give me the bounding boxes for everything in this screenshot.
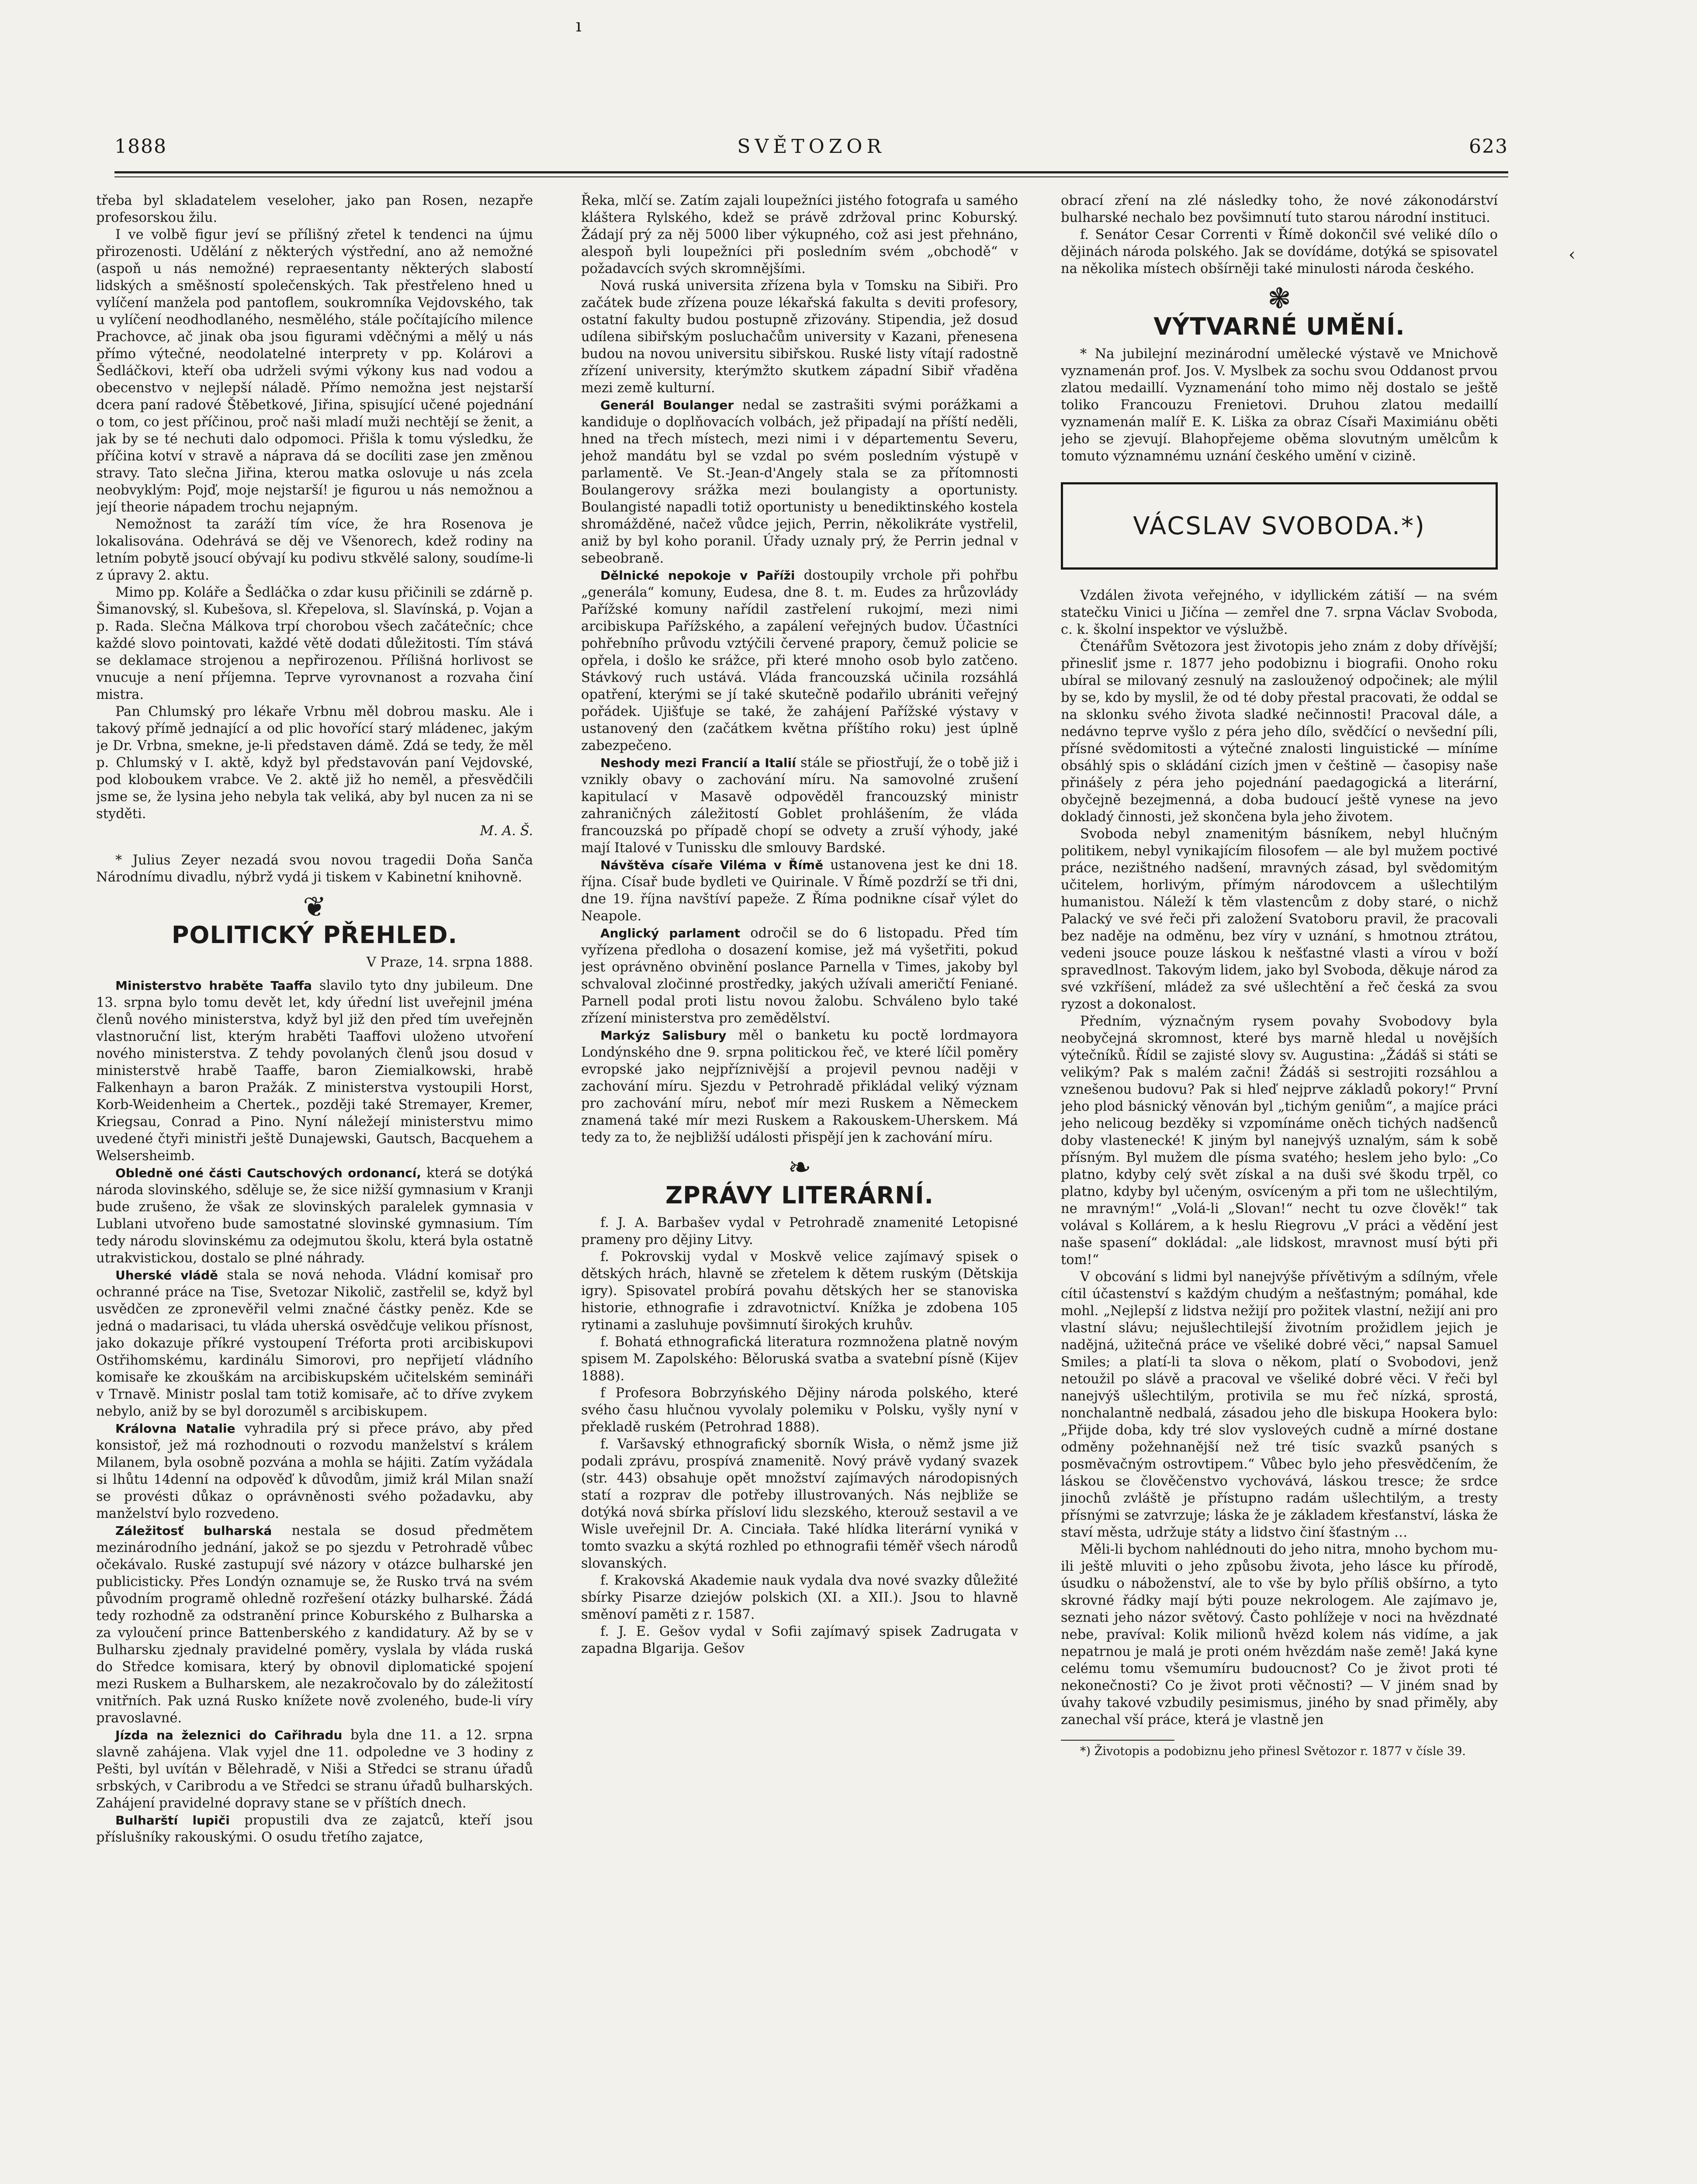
paragraph: Čtenářům Světozora jest životopis jeho znám z doby dřívější; přinesliť jsme r. 1877 jeho podobiznu i biografii. Onoho roku ubíral se milovaný zesnulý na zaslouženoý odpočinek; ale mýlil by se, kdo by myslil, že od té doby přestal pracovati, že oddal se na sklonku svého života sladké nečinnosti! Pracoval dále, a nedávno teprve vyšlo z péra jeho dílo, svědčící o nevšední píli, přísné svědomitosti a výtečné znalosti linguistické — míníme obsáhlý spis o skládání cizích jmen v češtině — časopisy naše přinášely z péra jeho pojednání paedagogická a literární, obyčejně bezejmenná, a doba budoucí ještě vynese na jevo dokladý činnosti, jež skončena byla jeho životem.	[1061, 639, 1498, 825]
column-3	[1061, 192, 1498, 2184]
scroll-ornament-icon: ❧	[788, 1151, 811, 1184]
flourish-ornament-icon: ❃	[1268, 283, 1291, 315]
paragraph: Nová ruská universita zřízena byla v Tomsku na Sibiři. Pro začátek bude zřízena pouze lékařská fakulta s deviti profesory, ostatní fakulty budou postupně zřizovány. Stipendia, jež dosud udílena sibiřským posluchačům university v Kazani, přenesena budou na novou universitu sibiřskou. Ruské listy vítají radostně zřízení university, kterýmžto skutkem západní Sibiř vřaděna mezi země kulturní.	[581, 278, 1018, 396]
print-mark: ı	[576, 16, 582, 36]
news-text: nestala se dosud předmětem mezinárodního jednání, jakož se po sjezdu v Petrohradě vůbec očekávalo. Ruské zastupují své názory v otázce bulharské jen publicisticky. Přes Londýn oznamuje se, že Rusko trvá na svém původním programě ohledně rozřešení otázky bulharské. Žádá tedy rozhodně za odstranění prince Koburského z Bulharska a za vyloučení prince Battenberského z kandidatury. Až by se v Bulharsku zjednaly pravidelné poměry, vyslala by vláda ruská do Středce komisara, který by obnovil diplomatické spojení mezi Ruskem a Bulharskem, ale nezakročovalo by do záležitostí vnitřních. Pak uzná Rusko knížete nově zvoleného, bude-li víry pravoslavné.	[96, 1523, 533, 1726]
news-text: stále se přiostřují, že o tobě již i vznikly obavy o zachování míru. Na samovolné zrušení kapitulací v Masavě odpověděl francouzský ministr zahraničných záležitostí Goblet prohlášením, že vláda francouzská po případě chopí se odvety a zruší výhody, jaké mají Italové v Tunissku dle smlouvy Bardské.	[581, 755, 1018, 856]
page-header	[114, 131, 1508, 166]
obituary-title: VÁCSLAV SVOBODA.*)	[1133, 511, 1426, 540]
paragraph: f. Senátor Cesar Correnti v Římě dokončil své veliké dílo o dějinách národa polského. Jak se dovídáme, dotýká se spisovatel na několika místech obšírněji také minulosti národa českého.	[1061, 227, 1498, 276]
header-page-number: 623	[1469, 135, 1508, 158]
footnote: *) Životopis a podobiznu jeho přinesl Světozor r. 1877 v čísle 39.	[1080, 1745, 1466, 1758]
literary-item: f Profesora Bobrzyńského Dějiny národa polského, které svého času hlučnou vyvolaly polemiku v Polsku, vyšly nyní v překladě ruském (Petrohrad 1888).	[581, 1386, 1018, 1435]
header-rule	[114, 171, 1508, 173]
literary-item: f. J. E. Gešov vydal v Sofii zajímavý spisek Zadrugata v zapadna Blgarija. Gešov	[581, 1624, 1018, 1656]
literary-item: f. Bohatá ethnografická literatura rozmnožena platně novým spisem M. Zapolského: Běloruská svatba a svatební písně (Kijev 1888).	[581, 1334, 1018, 1384]
news-item	[581, 567, 1018, 754]
news-heading: Uherské vládě	[115, 1268, 218, 1282]
news-text: propustili dva ze zajatců, kteří jsou příslušníky rakouskými. O osudu třetího zajatce,	[96, 1813, 533, 1845]
news-heading: Bulharští lupiči	[115, 1813, 230, 1828]
news-heading: Královna Natalie	[115, 1421, 236, 1436]
paragraph: obrací zření na zlé následky toho, že nové zákonodárství bulharské nechalo bez povšimnutí tuto starou národní instituci.	[1061, 193, 1498, 225]
news-heading: Markýz Salisbury	[600, 1028, 727, 1043]
news-text: vyhradila prý si přece právo, aby před konsistoř, jež má rozhodnouti o rozvodu manželství s králem Milanem, byla osobně pozvána a mohla se hájiti. Zatím vyžádala si lhůtu 14denní na odpověď k důvodům, jimiž král Milan snaží se provésti důkaz o oprávněnosti svého požadavku, aby manželství bylo rozvedeno.	[96, 1421, 533, 1521]
art-item: * Na jubilejní mezinárodní umělecké výstavě ve Mnichově vyznamenán prof. Jos. V. Myslbek za sochu svou Oddanost prvou zlatou medaillí. Vyznamenání toho mimo něj dostalo se ještě toliko Francouzu Frenietovi. Druhou zlatou medaillí vyznamenán malíř E. K. Liška za obraz Císaři Maximiánu oběti jeho se zjevují. Blahopřejeme oběma slovutným umělcům k tomuto významnému uznání českého umění v cizině.	[1061, 346, 1498, 464]
news-item	[581, 754, 1018, 857]
signature: M. A. Š.	[480, 823, 533, 839]
header-year: 1888	[114, 135, 167, 158]
news-item	[581, 857, 1018, 925]
news-item	[96, 1267, 533, 1420]
literary-item: f. Krakovská Akademie nauk vydala dva nové svazky důležité sbírky Pisarze dziejów polskich (XI. a XII.). Jsou to hlavně směnoví paměti z r. 1587.	[581, 1573, 1018, 1622]
news-item	[96, 1522, 533, 1727]
news-text: byla dne 11. a 12. srpna slavně zahájena. Vlak vyjel dne 11. odpoledne ve 3 hodiny z Pešti, byl uvítán v Bělehradě, v Niši a Středci se stranu úřadů srbských, v Caribrodu a ve Středci se stranu úřadů bulharských. Zahájení pravidelné dopravy stane se v příštích dnech.	[96, 1728, 533, 1811]
news-heading: Obledně oné části Cautschových ordonancí,	[115, 1166, 421, 1180]
news-text: která se dotýká národa slovinského, sděluje se, že sice nižší gymnasium v Kranji bude zrušeno, že však ze slovinských paralelek gymnasia v Lublani utvořeno bude samostatné slovinské gymnasium. Tím tedy národu slovinskému za odejmutou školu, která byla ostatně utrakvistickou, dostalo se plné náhrady.	[96, 1165, 533, 1266]
section-title-art: VÝTVARNÉ UMĚNÍ.	[1153, 313, 1405, 340]
header-title: SVĚTOZOR	[737, 135, 886, 158]
news-text: ustanovena jest ke dni 18. října. Císař bude bydleti ve Quirinale. V Římě pozdrží se tři dni, dne 19. října navštíví papeže. Z Říma podnikne císař výlet do Neapole.	[581, 857, 1018, 924]
paragraph: Měli-li bychom nahlédnouti do jeho nitra, mnoho bychom mu-ili ještě mluviti o jeho způsobu života, jeho lásce ku přírodě, úsudku o náboženství, ale to vše by bylo příliš obšírno, a tyto skrovné řádky mají býti pouze nekrologem. Ale zajímavo je, seznati jeho názor světový. Často pohlížeje v noci na hvězdnaté nebe, pravíval: Kolik milionů hvězd kolem nás vidíme, a jak nepatrnou je malá je proti oném hvězdám naše země! Jaká kyne celému tomu všemumíru budoucnost? Co je život proti té nekonečnosti? Co je život proti věčnosti? — V jiném snad by úvahy takové vzbudily pesimismus, jiného by snad přiměly, aby zanechal vší práce, která je vlastně jen	[1061, 1542, 1498, 1728]
news-heading: Anglický parlament	[600, 926, 741, 940]
news-item	[96, 1420, 533, 1522]
footnote-rule	[1061, 1740, 1174, 1741]
news-item	[96, 1727, 533, 1812]
paragraph: Řeka, mlčí se. Zatím zajali loupežníci jistého fotografa u samého kláštera Rylského, kdež se právě zdržoval princ Koburský. Žádají prý za něj 5000 liber výkupného, což asi jest přehnáno, alespoň byli loupežníci při posledním svém „obchodě“ v požadavcích svých skromnějšími.	[581, 193, 1018, 276]
literary-item: f. Pokrovskij vydal v Moskvě velice zajímavý spisek o dětských hrách, hlavně se zřetelem k dětem ruským (Dětskija igry). Spisovatel probírá povahu dětských her se stanoviska historie, ethnografie i zdravotnictví. Knížka je zdobena 105 rytinami a zasluhuje povšimnutí širokých kruhův.	[581, 1249, 1018, 1333]
header-rule-thin	[114, 176, 1508, 177]
paragraph: Svoboda nebyl znamenitým básníkem, nebyl hlučným politikem, nebyl vynikajícím filosofem — ale byl mužem poctivé práce, nezištného nadšení, mravných zásad, byl svědomitým učitelem, horlivým, přímým národovcem a ušlechtilým humanistou. Náleží k těm vlastencům z doby staré, o nichž Palacký ve své řeči při založení Svatoboru pravil, že pracovali bez naděje na odměnu, bez víry v uznání, s hmotnou ztrátou, vedeni jsouce pouze láskou k nešťastné vlasti a vírou v boží spravedlnost. Takovým lidem, jako byl Svoboda, děkuje národ za své vzkříšení, mládež za své ušlechtění a řeč česká za svou ryzost a dokonalost.	[1061, 826, 1498, 1012]
literary-item: f. J. A. Barbašev vydal v Petrohradě znamenité Letopisné prameny pro dějiny Litvy.	[581, 1215, 1018, 1248]
paragraph: Nemožnost ta zaráží tím více, že hra Rosenova je lokalisována. Odehrává se děj ve Všenorech, kdež rodiny na letním pobytě jsoucí obývají ku podivu stkvělé salony, soudíme-li z úpravy 2. aktu.	[96, 517, 533, 583]
section-title-literary: ZPRÁVY LITERÁRNÍ.	[665, 1182, 934, 1209]
paragraph: Předním, význačným rysem povahy Svobodovy byla neobyčejná skromnost, které bys marně hledal u novějších výtečníků. Řídil se zajisté slovy sv. Augustina: „Žádáš si státi se velikým? Pak s malém začni! Žádáš si sestrojiti rozsáhlou a vznešenou budovu? Pak si hleď nejprve základů pokory!“ První jeho plod básnický věnován byl „tichým geniům“, a majíce práci jeho nelicoug bezděky si vzpomínáme oněch tichých nadšenců doby vlastenecké! K jiným byl nanejvýš uznalým, sám k sobě přísným. Byl mužem dle písma svatého; heslem jeho bylo: „Co platno, kdyby celý svět získal a na duši své škodu trpěl, co platno, kdyby byl učeným, osvíceným a při tom ne ušlechtilým, ne mravným!“ „Volá-li „Slovan!“ necht tu ozve člověk!“ tak volával s Kollárem, a k heslu Riegrovu „V práci a vědění jest naše spasení“ dokládal: „ale lidskost, mravnost musí býti při tom!“	[1061, 1014, 1498, 1268]
news-text: slavilo tyto dny jubileum. Dne 13. srpna bylo tomu devět let, kdy úřední list uveřejnil jména členů nového ministerstva, když byl již den před tím uveřejněn vlastnoruční list, kterým hraběti Taaffovi uloženo utvoření nového ministerstva. Z tehdy povolaných členů jsou dosud v ministerstvě hrabě Taaffe, baron Ziemialkowski, hrabě Falkenhayn a baron Pražák. Z ministerstva vystoupili Horst, Korb-Weidenheim a Chertek., později také Stremayer, Kremer, Kriegsau, Conrad a Pino. Nyní náležejí ministerstvu mimo uvedené čtyři ministři ještě Dunajewski, Gautsch, Bacquehem a Welsersheimb.	[96, 978, 533, 1164]
news-item	[96, 1812, 533, 1846]
news-heading: Dělnické nepokoje v Paříži	[600, 568, 795, 583]
news-heading: Ministerstvo hraběte Taaffa	[115, 978, 312, 993]
paragraph: Vzdálen života veřejného, v idyllickém zátiší — na svém statečku Vinici u Jičína — zemřel dne 7. srpna Václav Svoboda, c. k. školní inspektor ve výslužbě.	[1061, 588, 1498, 637]
note-paragraph: * Julius Zeyer nezadá svou novou tragedii Doňa Sanča Národnímu divadlu, nýbrž vydá ji tiskem v Kabinetní knihovně.	[96, 853, 533, 885]
print-mark: ‹	[1569, 245, 1576, 265]
column-1	[96, 192, 533, 2184]
news-item	[581, 397, 1018, 567]
news-item	[581, 1027, 1018, 1146]
news-text: odročil se do 6 listopadu. Před tím vyřízena předloha o dosazení komise, jež má vyšetřiti, pokud jest oprávněno obvinění poslance Parnella v Times, jakoby byl schvaloval zločinné prostředky, jakých užívali američtí Feniané. Parnell podal proti listu novou žalobu. Schváleno bylo také zřízení ministerstva pro zemědělství.	[581, 926, 1018, 1026]
paragraph: Mimo pp. Koláře a Šedláčka o zdar kusu přičinili se zdárně p. Šimanovský, sl. Kubešova, sl. Křepelova, sl. Slavínská, p. Vojan a p. Rada. Slečna Málkova trpí chorobou všech začátečníc; chce každé slovo pointovati, každé větě dodati důležitosti. Tím stává se deklamace strojenou a nepřirozenou. Přílišná horlivost se vnucuje a není příjemna. Teprve vyrovnanost a rozvaha činí mistra.	[96, 585, 533, 702]
news-heading: Generál Boulanger	[600, 398, 734, 412]
leaf-ornament-icon: ❦	[303, 891, 326, 923]
news-heading: Jízda na železnici do Cařihradu	[115, 1728, 343, 1742]
news-heading: Neshody mezi Francií a Italií	[600, 756, 796, 770]
news-item	[96, 977, 533, 1165]
paragraph: třeba byl skladatelem veseloher, jako pan Rosen, nezapře profesorskou žilu.	[96, 193, 533, 225]
news-heading: Záležitosť bulharská	[115, 1524, 272, 1538]
dateline: V Praze, 14. srpna 1888.	[366, 955, 533, 970]
news-item	[96, 1165, 533, 1267]
obituary-title-frame	[1061, 482, 1498, 570]
news-text: měl o banketu ku poctě lordmayora Londýnského dne 9. srpna politickou řeč, ve které líčil poměry evropské jako nejpříznivější a projevil pevnou naději v zachování míru. Sjezdu v Petrohradě přikládal veliký význam pro zachování míru, neboť mír mezi Ruskem a Německem znamená také mír mezi Ruskem a Rakouskem-Uherskem. Má tedy za to, že nejbližší události přispějí jen k zachování míru.	[581, 1028, 1018, 1145]
paragraph: I ve volbě figur jeví se přílišný zřetel k tendenci na újmu přirozenosti. Udělání z některých výstřední, ano až nemožné (aspoň u nás nemožné) repraesentanty některých slabostí lidských a směšností společenských. Tak přestřeleno hned u vylíčení manžela pod pantoflem, soukromníka Vejdovského, tak u vylíčení neodhodlaného, nesmělého, stále počítajícího milence Prachovce, ač jinak oba jsou figurami vděčnými a mělý u nás přímo výtečné, neodolatelné interprety v pp. Kolárovi a Šedláčkovi, kteří oba udrželi svými výkony kus nad vodou a obecenstvo v nejlepší náladě. Přímo nemožna jest nejstarší dcera paní radové Štěbetkové, Jiřina, spisující učené pojednání o tom, co jest příčinou, proč naši mladí muži nechtějí se ženit, a jak by se té nechuti dalo odpomoci. Přišla k tomu výsledku, že příčina kotví v stravě a náprava dá se docíliti zase jen změnou stravy. Tato slečna Jiřina, kterou matka oslovuje u nás zcela neobvyklým: Pojď, moje nejstarší! je figurou u nás nemožnou a její theorie nápadem trochu nejapným.	[96, 227, 533, 515]
literary-item: f. Varšavský ethnografický sborník Wisła, o němž jsme již podali zprávu, prospívá znamenitě. Nový právě vydaný svazek (str. 443) obsahuje opět množství zajímavých národopisných statí a rozprav dle potřeby illustrovaných. Nás nejbliže se dotýká nová sbírka přísloví lidu slezského, kterouž sestavil a ve Wisle uveřejnil Dr. A. Cinciała. Také hlídka literární vyniká v tomto svazku a skýtá rozhled po ethnografii téměř všech národů slovanských.	[581, 1437, 1018, 1571]
news-heading: Návštěva císaře Viléma v Římě	[600, 858, 824, 872]
paragraph: Pan Chlumský pro lékaře Vrbnu měl dobrou masku. Ale i takový přímě jednající a od plic hovořící starý mládenec, jakým je Dr. Vrbna, smekne, je-li představen dámě. Zdá se tedy, že měl p. Chlumský v I. aktě, když byl představován paní Vejdovské, pod kloboukem vrabce. Ve 2. aktě již ho neměl, a přesvědčili jsme se, že lysina jeho nebyla tak veliká, aby byl nucen za ni se styděti.	[96, 704, 533, 822]
news-text: stala se nová nehoda. Vládní komisař pro ochranné práce na Tise, Svetozar Nikolič, zastřelil se, když byl usvědčen ze zpronevěřil velmi značné částky peněz. Kde se jedná o madarisaci, tu vláda uherská osvědčuje velikou přísnost, jako dokazuje příkré vystoupení Tréforta proti arcibiskupovi Ostřihomskému, kardinálu Simorovi, pro nepřijetí vládního komisaře ke zkouškám na arcibiskupském učitelském semináři v Trnavě. Ministr poslal tam totiž komisaře, ač to dříve zvykem nebylo, aniž by se byl dorozuměl s arcibiskupem.	[96, 1268, 533, 1419]
news-text: nedal se zastrašiti svými porážkami a kandiduje o doplňovacích volbách, jež připadají na příští neděli, hned na třech místech, mezi nimi i v départementu Severu, jehož mandátu byl se vzdal po svém posledním výstupě v parlamentě. Ve St.-Jean-d'Angely stala se za přítomnosti Boulangerovy srážka mezi boulangisty a oportunisty. Boulangisté napadli totiž oportunisty u benediktinského kostela shromážděné, načež vůdce jejich, Perrin, několikráte vystřelil, aniž by byl koho poranil. Úřady uznaly prý, že Perrin jednal v sebeobraně.	[581, 397, 1018, 566]
column-2	[581, 192, 1018, 2184]
paragraph: V obcování s lidmi byl nanejvýše přívětivým a sdílným, vřele cítil účastenství s každým chudým a nešťastným; pomáhal, kde mohl. „Nejlepší z lidstva nežijí pro požitek vlastní, nežijí ani pro vlastní slávu; nejušlechtilejší životním prožidlem jejich je nadějná, užitečná práce ve všeliké dobré věci,“ napsal Samuel Smiles; a platí-li ta slova o někom, platí o Svobodovi, jenž netoužil po slávě a pracoval ve všeliké dobré věci. V řeči byl nanejvýš ušlechtilým, protivila se mu řeč nízká, sprostá, nonchalantně nedbalá, zásadou jeho dle biskupa Hookera bylo: „Přijde doba, kdy tré slov vysloveých cudně a mírné dostane odměny požehnanější než tré tisíc svazků psaných s posměvačným ostrovtipem.“ Vůbec bylo jeho přesvědčením, že láskou se člověčenstvo vychovává, láskou tresce; že srdce jinochů zvláště je přístupno radám ušlechtilým, a tresty přísnými se zatvrzuje; láska že je základem křesťanství, láska že staví města, udržuje státy a lidstvo činí šťastným …	[1061, 1269, 1498, 1540]
news-text: dostoupily vrchole při pohřbu „generála“ komuny, Eudesa, dne 8. t. m. Eudes za hrůzovlády Pařížské komuny nařídil zastřelení rukojmí, mezi nimi arcibiskupa Pařížského, a zapálení veřejných budov. Účastníci pohřebního průvodu vztýčili červené prapory, čemuž policie se opřela, i došlo ke srážce, při které mnoho osob bylo zatčeno. Stávkový ruch ustává. Vláda francouzská učinila rozsáhlá opatření, kterými se jí také skutečně podařilo ubrániti veřejný pořádek. Ujišťuje se také, že zahájení Pařížské výstavy v ustanovený den (začátkem května příštího roku) jest úplně zabezpečeno.	[581, 568, 1018, 753]
news-item	[581, 925, 1018, 1027]
section-title-politics: POLITICKÝ PŘEHLED.	[171, 921, 458, 949]
